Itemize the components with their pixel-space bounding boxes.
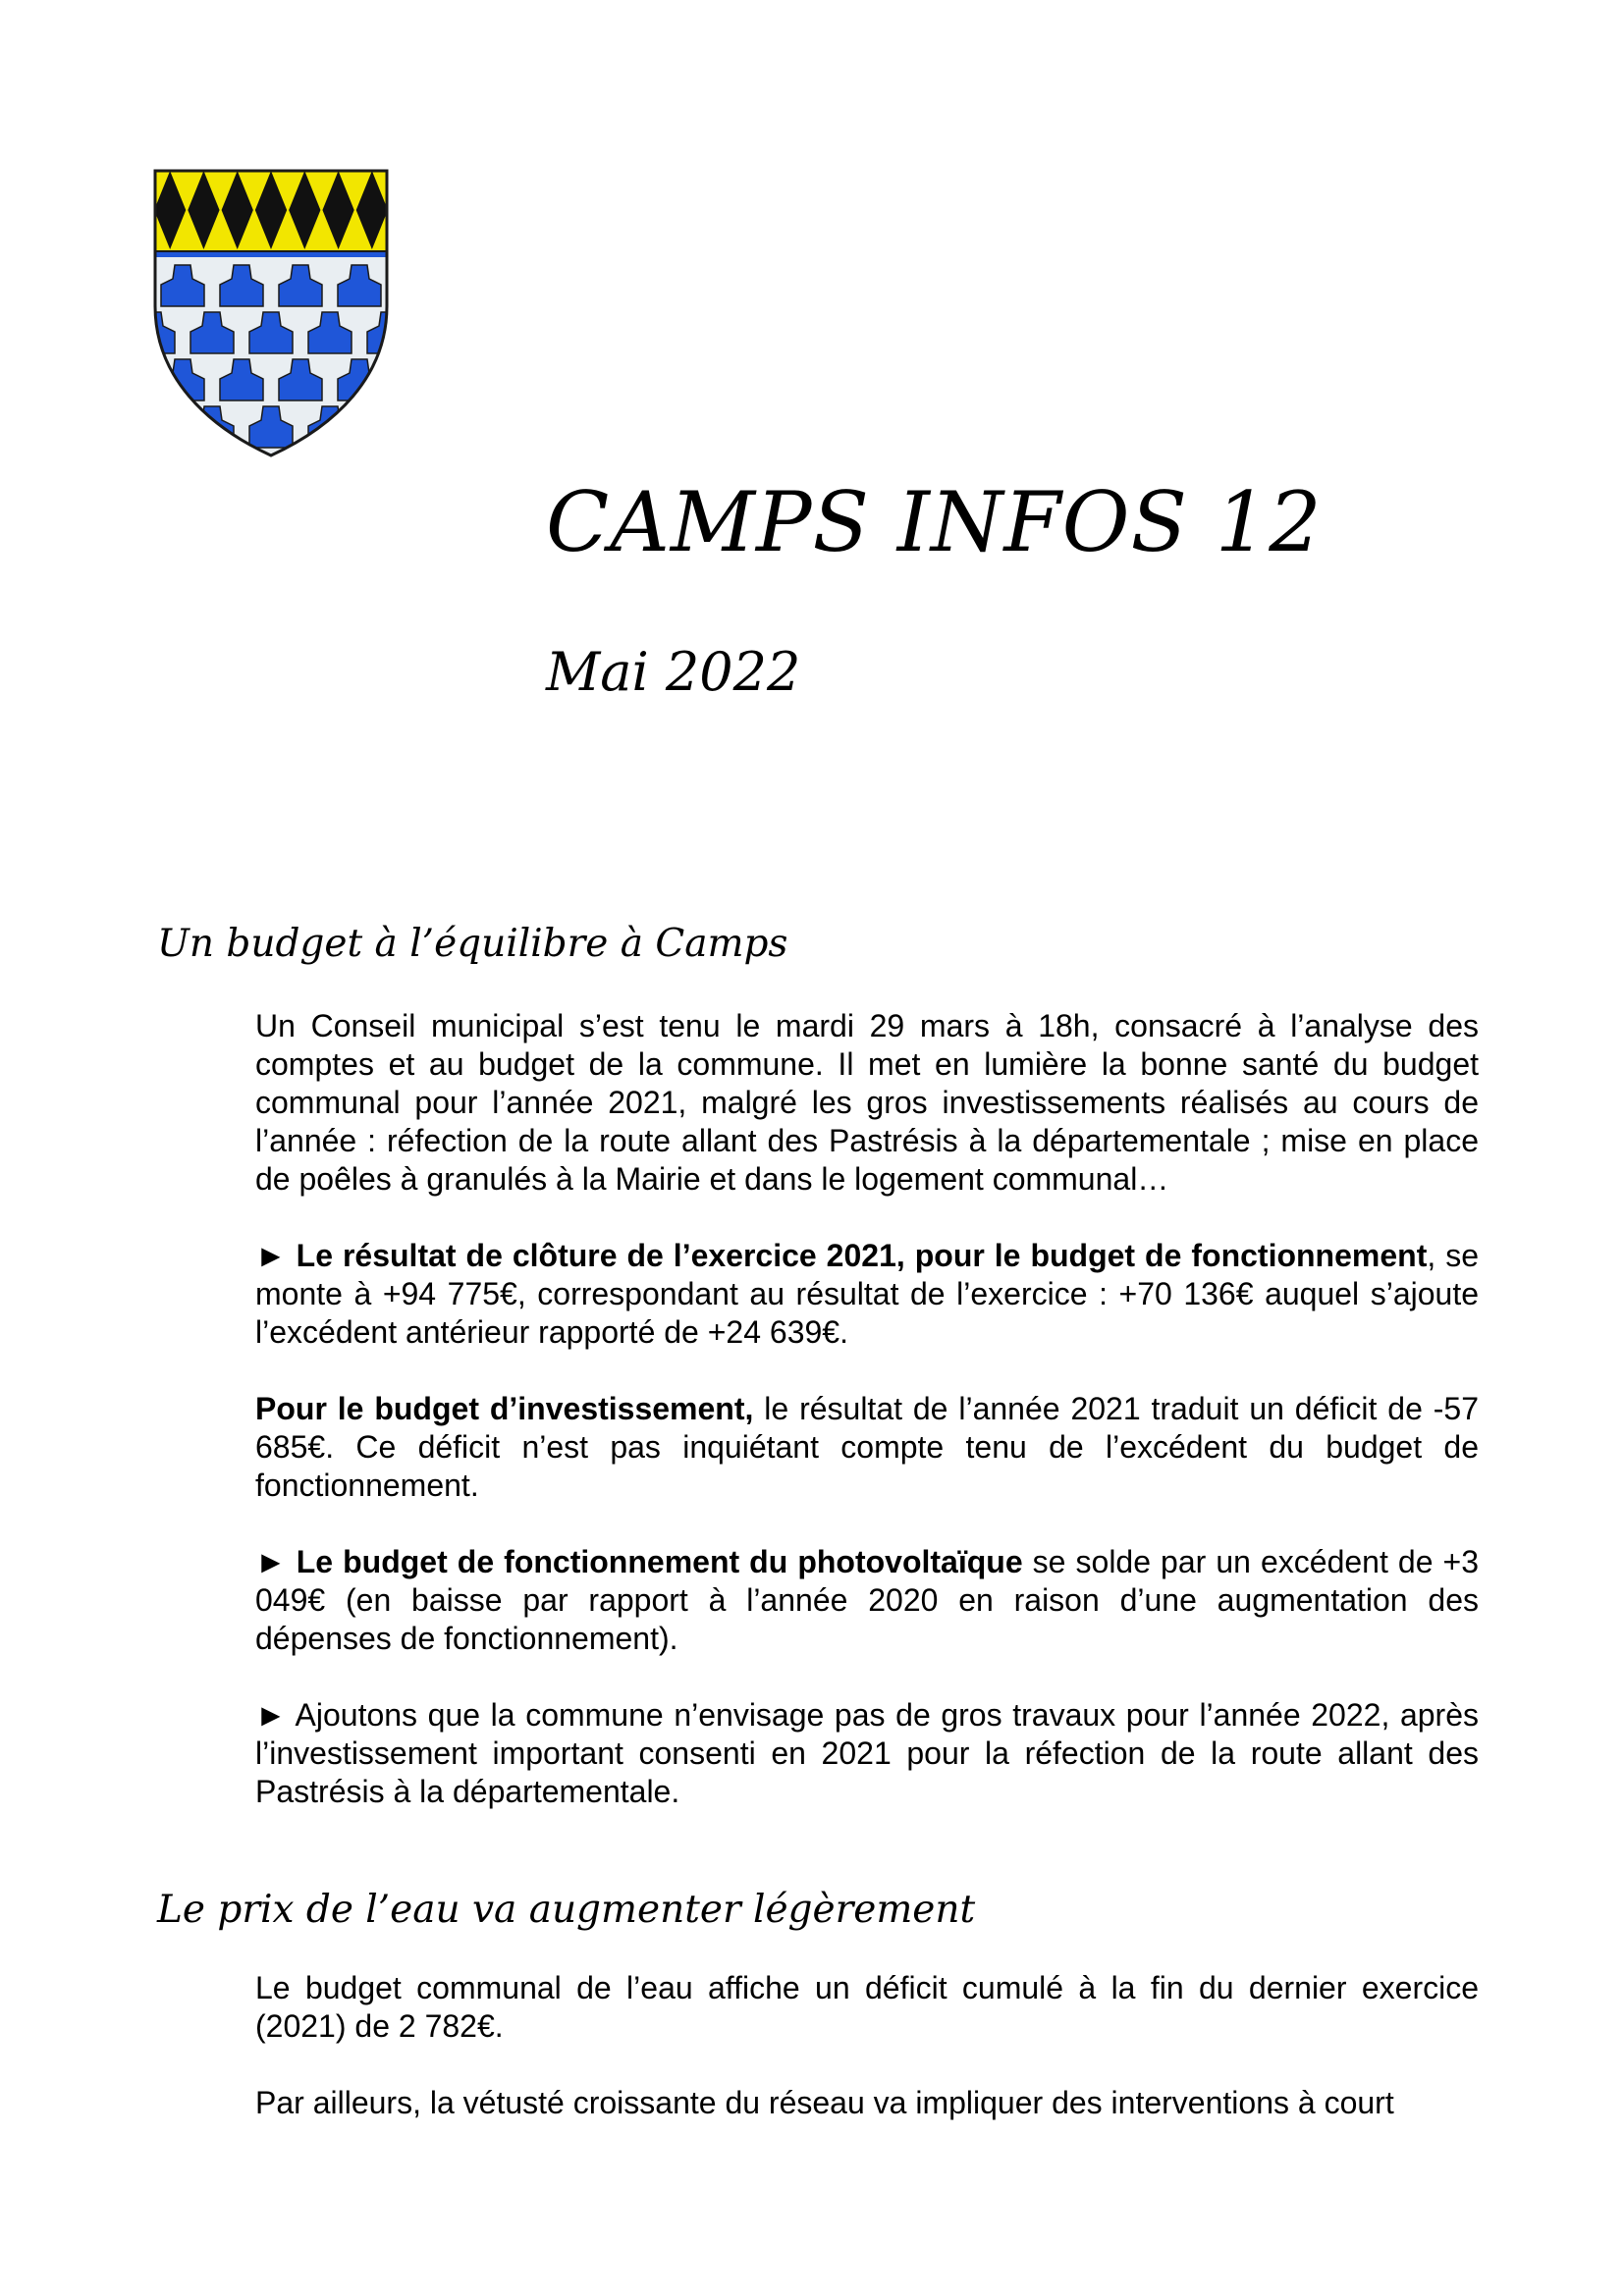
- newsletter-date: Mai 2022: [546, 641, 801, 703]
- coat-of-arms-icon: [153, 169, 389, 457]
- section-heading-eau: Le prix de l’eau va augmenter légèrement: [157, 1888, 976, 1932]
- newsletter-title: CAMPS INFOS 12: [546, 474, 1323, 570]
- paragraph-vetuste-reseau: Par ailleurs, la vétusté croissante du réseau va impliquer des interventions à court: [255, 2085, 1394, 2120]
- paragraph-photovoltaique: ► Le budget de fonctionnement du photovoltaïque se solde par un excédent de +3 049€ (en baisse par rapport à l’année 2020 en raison d’une augmentation des dépenses de fonctionnement).: [255, 1544, 1480, 1656]
- paragraph-conseil: Un Conseil municipal s’est tenu le mardi 29 mars à 18h, consacré à l’analyse des comptes et au budget de la commune. Il met en lumière la bonne santé du budget communal pour l’année 2021, malgré les gros investissements réalisés au cours de l’année : réfection de la route allant des Pastrésis à la départementale ; mise en place de poêles à granulés à la Mairie et dans le logement communal…: [255, 1008, 1479, 1197]
- section-body-eau: [255, 1969, 1479, 2122]
- paragraph-investissement: Pour le budget d’investissement, le résultat de l’année 2021 traduit un déficit de -57 685€. Ce déficit n’est pas inquiétant compte tenu de l’excédent du budget de fonctionnement.: [255, 1391, 1480, 1503]
- paragraph-travaux-2022: ► Ajoutons que la commune n’envisage pas de gros travaux pour l’année 2022, après l’investissement important consenti en 2021 pour la réfection de la route allant des Pastrésis à la départementale.: [255, 1697, 1479, 1809]
- paragraph-resultat-fonctionnement: ► Le résultat de clôture de l’exercice 2021, pour le budget de fonctionnement, se monte à +94 775€, correspondant au résultat de l’exercice : +70 136€ auquel s’ajoute l’excédent antérieur rapporté de +24 639€.: [255, 1238, 1479, 1350]
- paragraph-deficit-eau: Le budget communal de l’eau affiche un déficit cumulé à la fin du dernier exercice (2021) de 2 782€.: [255, 1970, 1479, 2044]
- section-heading-budget: Un budget à l’équilibre à Camps: [157, 922, 788, 966]
- section-body-budget: [255, 1007, 1479, 1811]
- coat-of-arms: [153, 169, 389, 457]
